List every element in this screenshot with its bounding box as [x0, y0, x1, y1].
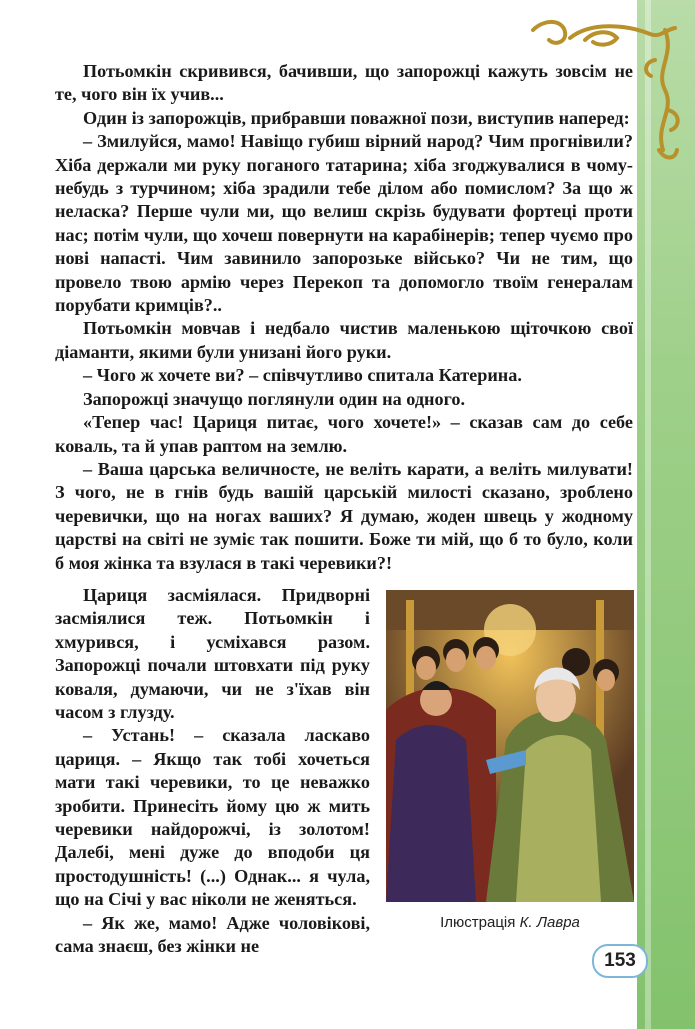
- paragraph: Один із запорожців, прибравши поважної пози, виступив наперед:: [83, 107, 630, 128]
- caption-author: К. Лавра: [519, 914, 580, 931]
- paragraph: Цариця засміялася. Придворні засміялися теж. Потьомкін і хмурився, і усміхався разом. Запорожці почали штовхати під руку коваля, думаючи, чи не з'їхав він часом з глузду.: [55, 585, 370, 723]
- illustration: [386, 590, 634, 902]
- paragraph: «Тепер час! Цариця питає, чого хочете!» – сказав сам до себе коваль, та й упав раптом на землю.: [55, 412, 633, 456]
- caption-prefix: Ілюстрація: [440, 914, 516, 931]
- paragraph: Потьомкін скривився, бачивши, що запорожці кажуть зовсім не те, чого він їх учив...: [55, 61, 633, 105]
- illustration-image: [386, 590, 634, 902]
- main-text-block: [55, 60, 633, 575]
- column-text-block: [55, 584, 370, 959]
- illustration-caption: [386, 914, 634, 931]
- paragraph: – Чого ж хочете ви? – співчутливо спитала Катерина.: [83, 365, 522, 386]
- paragraph: Потьомкін мовчав і недбало чистив маленькою щіточкою свої діаманти, якими були унизані його руки.: [55, 318, 633, 362]
- paragraph: – Як же, мамо! Адже чоловікові, сама знаєш, без жінки не: [55, 912, 370, 957]
- paragraph: – Ваша царська величносте, не веліть карати, а веліть милувати! З чого, не в гнів будь вашій царській милості сказано, зроблено черевички, що на ногах ваших? Я думаю, жоден швець у жодному царстві на світі не зуміє так пошити. Боже ти мій, що б то було, коли б моя жінка та взулася в такі черевики?!: [55, 458, 633, 573]
- page-number: 153: [592, 944, 648, 978]
- paragraph: – Змилуйся, мамо! Навіщо губиш вірний народ? Чим прогнівили? Хіба держали ми руку поганого татарина; хіба згоджувалися в чому-небудь з турчином; хіба зрадили тебе ділом або помислом? За що ж неласка? Перше чули ми, що велиш скрізь будувати фортеці проти нас; потім чули, що хочеш повернути на карабінерів; тепер чуємо про нові напасті. Чим завинило запорозьке військо? Чи не тим, що провело твою армію через Перекоп та допомогло твоїм генералам порубати кримців?..: [55, 131, 633, 316]
- paragraph: – Устань! – сказала ласкаво цариця. – Якщо так тобі хочеться мати такі черевики, то це неважко зробити. Принесіть йому цю ж мить черевики найдорожчі, із золотом! Далебі, мені дуже до вподоби ця простодушність! (...) Однак... я чула, що на Січі у вас ніколи не женяться.: [55, 725, 370, 910]
- paragraph: Запорожці значущо поглянули один на одного.: [83, 388, 466, 409]
